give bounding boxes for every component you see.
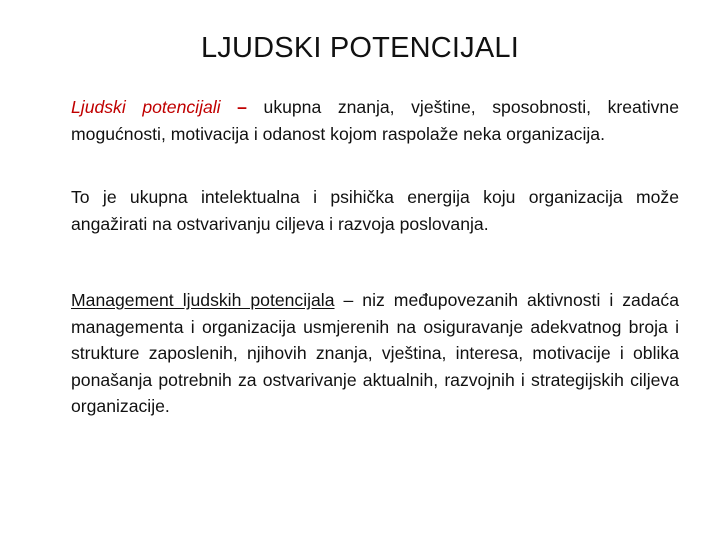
definition-text: ukupna znanja, vještine, sposobnosti, kreativne mogućnosti, motivacija i odanost kojom raspolaže neka organizacija.: [71, 97, 679, 144]
management-term: Management ljudskih potencijala: [71, 290, 335, 310]
management-text: – niz međupovezanih aktivnosti i zadaća managementa i organizacija usmjerenih na osiguravanje adekvatnog broja i strukture zaposlenih, njihovih znanja, vještina, interesa, motivacije i oblika ponašanja potrebnih za ostvarivanje aktualnih, razvojnih i strategijskih ciljeva organizacije.: [71, 290, 679, 416]
slide-title: LJUDSKI POTENCIJALI: [200, 32, 520, 64]
definition-dash: –: [220, 97, 264, 117]
energy-paragraph: To je ukupna intelektualna i psihička energija koju organizacija može angažirati na ostvarivanju ciljeva i razvoja poslovanja.: [71, 187, 679, 234]
definition-paragraph: [71, 94, 679, 147]
definition-term: Ljudski potencijali: [71, 97, 221, 117]
management-paragraph: [71, 287, 679, 420]
